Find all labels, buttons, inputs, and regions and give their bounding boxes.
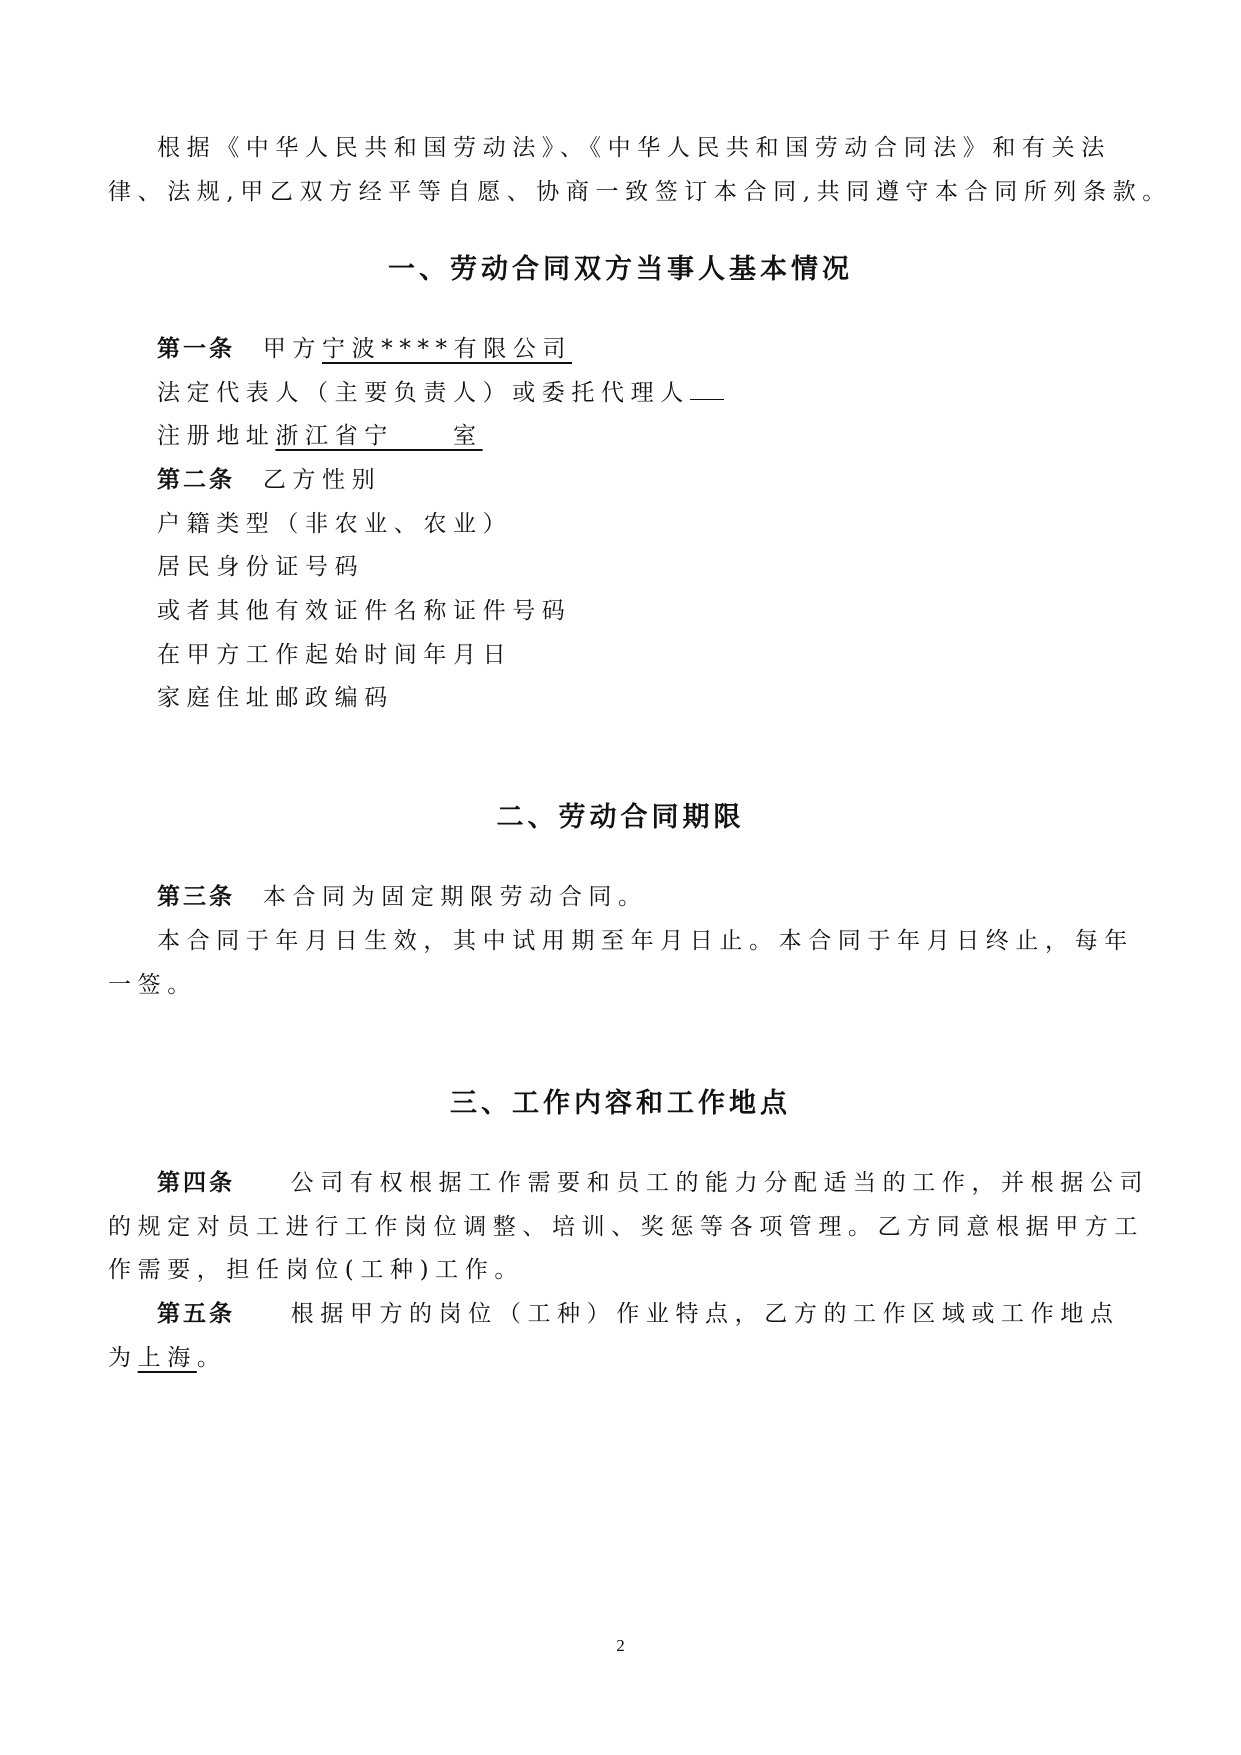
registered-address-value: 浙江省宁 室 xyxy=(275,423,483,449)
intro-line-2: 律、法规,甲乙双方经平等自愿、协商一致签订本合同,共同遵守本合同所列条款。 xyxy=(108,179,1172,205)
id-number: 居民身份证号码 xyxy=(157,554,365,580)
article-4-label: 第四条 xyxy=(157,1170,235,1196)
article-4-line-1: 公司有权根据工作需要和员工的能力分配适当的工作，并根据公司 xyxy=(290,1170,1150,1196)
article-1-label: 第一条 xyxy=(157,336,235,362)
registered-address-label: 注册地址 xyxy=(157,423,276,449)
article-3-label: 第三条 xyxy=(157,884,235,910)
article-2-label: 第二条 xyxy=(157,467,235,493)
section-2-heading: 二、劳动合同期限 xyxy=(496,802,745,833)
section-1-heading: 一、劳动合同双方当事人基本情况 xyxy=(388,254,853,285)
article-5-label: 第五条 xyxy=(157,1301,235,1327)
article-5-prefix: 为 xyxy=(108,1345,138,1371)
article-5-line-1: 根据甲方的岗位（工种）作业特点，乙方的工作区域或工作地点 xyxy=(290,1301,1120,1327)
article-2-text: 乙方性别 xyxy=(262,467,382,493)
other-id: 或者其他有效证件名称证件号码 xyxy=(157,598,572,624)
legal-representative-label: 法定代表人（主要负责人）或委托代理人 xyxy=(157,380,690,406)
legal-representative-blank xyxy=(690,381,724,400)
article-1 xyxy=(157,325,572,374)
article-5-line-2 xyxy=(108,1334,226,1383)
household-type: 户籍类型（非农业、农业） xyxy=(157,511,513,537)
party-a-company: 宁波****有限公司 xyxy=(322,336,573,362)
article-4 xyxy=(157,1159,1149,1208)
article-5-suffix: 。 xyxy=(196,1345,227,1371)
intro-line-1: 根据《中华人民共和国劳动法》、《中华人民共和国劳动合同法》和有关法 xyxy=(157,135,1111,161)
article-5 xyxy=(157,1290,1119,1339)
article-4-line-2: 的规定对员工进行工作岗位调整、培训、奖惩等各项管理。乙方同意根据甲方工 xyxy=(108,1214,1144,1240)
article-3 xyxy=(157,873,648,922)
registered-address xyxy=(157,412,483,461)
contract-term-line-2: 一签。 xyxy=(108,972,197,998)
start-time: 在甲方工作起始时间年月日 xyxy=(157,642,513,668)
page-number: 2 xyxy=(616,1636,625,1655)
work-location: 上海 xyxy=(137,1345,197,1371)
legal-representative xyxy=(157,369,724,418)
article-2 xyxy=(157,456,381,505)
article-1-prefix: 甲方 xyxy=(262,336,323,362)
contract-term-line-1: 本合同于年月日生效，其中试用期至年月日止。本合同于年月日终止，每年 xyxy=(157,928,1134,954)
section-3-heading: 三、工作内容和工作地点 xyxy=(450,1088,791,1119)
home-address: 家庭住址邮政编码 xyxy=(157,685,394,711)
article-4-line-3: 作需要，担任岗位(工种)工作。 xyxy=(108,1257,524,1283)
article-3-text: 本合同为固定期限劳动合同。 xyxy=(262,884,648,910)
